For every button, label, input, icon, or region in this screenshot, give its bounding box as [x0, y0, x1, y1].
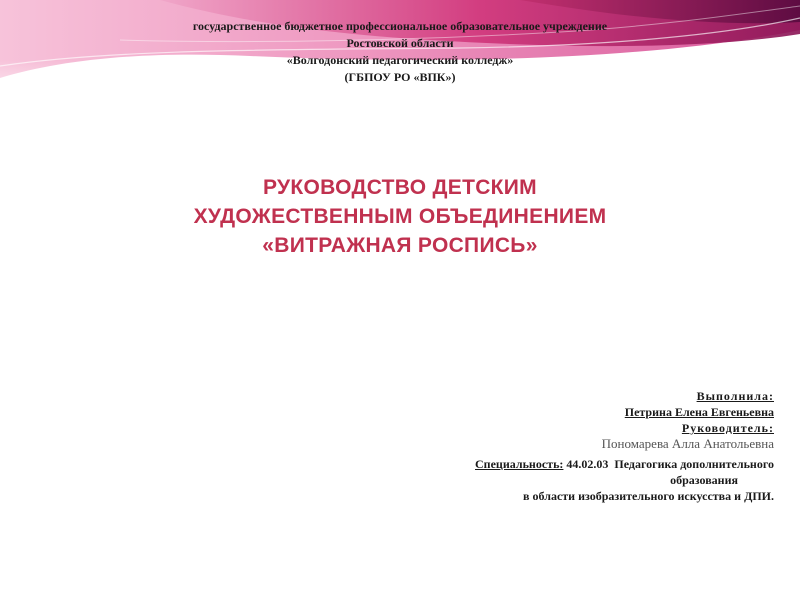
institution-name: «Волгодонский педагогический колледж» — [286, 53, 514, 67]
institution-region: Ростовской области — [346, 36, 454, 50]
credits-block — [334, 388, 774, 504]
specialty-text-2: образования — [670, 473, 738, 487]
specialty-line — [334, 456, 774, 472]
presentation-title — [0, 173, 800, 260]
title-line-3: «ВИТРАЖНАЯ РОСПИСЬ» — [262, 234, 538, 257]
title-line-2: ХУДОЖЕСТВЕННЫМ ОБЪЕДИНЕНИЕМ — [193, 205, 607, 228]
specialty-text-3: в области изобразительного искусства и ДПИ. — [523, 489, 774, 503]
supervisor-label: Руководитель: — [681, 421, 774, 435]
student-name: Петрина Елена Евгеньевна — [624, 405, 774, 419]
specialty-label: Специальность: — [475, 457, 564, 471]
institution-abbreviation: (ГБПОУ РО «ВПК») — [344, 70, 456, 84]
specialty-text-1: Педагогика дополнительного — [614, 457, 774, 471]
supervisor-name: Пономарева Алла Анатольевна — [601, 436, 774, 451]
title-line-1: РУКОВОДСТВО ДЕТСКИМ — [263, 176, 537, 199]
specialty-code: 44.02.03 — [563, 457, 615, 471]
institution-header — [0, 18, 800, 86]
institution-type: государственное бюджетное профессиональное образовательное учреждение — [192, 19, 608, 33]
performed-by-label: Выполнила: — [696, 389, 774, 403]
